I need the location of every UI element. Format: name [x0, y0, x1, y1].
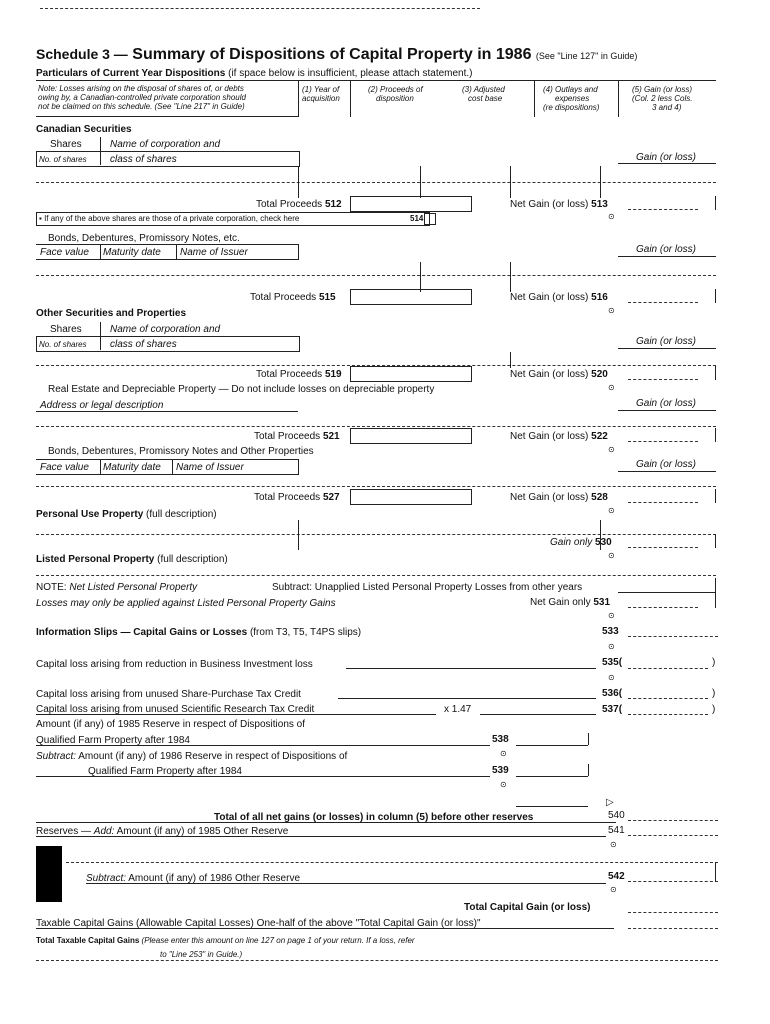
field-540[interactable]	[628, 820, 718, 821]
net-gain-531-label: Net Gain only 531	[530, 597, 611, 608]
code-537: 537(	[602, 704, 623, 715]
srtc-multiplier: x 1.47	[444, 704, 472, 715]
leader-line	[36, 776, 490, 777]
subtract-unapplied-label: Subtract: Unapplied Listed Personal Property Losses from other years	[272, 582, 583, 593]
circle-icon: ⊙	[608, 445, 615, 454]
leader-line	[338, 698, 596, 699]
total-proceeds-521-field[interactable]	[350, 428, 472, 444]
net-gain-516-label: Net Gain (or loss) 516	[510, 292, 608, 303]
close-paren: )	[712, 704, 716, 715]
total-proceeds-512-label: Total Proceeds 512	[256, 199, 342, 210]
name-corp-label: Name of corporation and	[110, 139, 221, 150]
info-slips-label: Information Slips — Capital Gains or Losses (from T3, T5, T4PS slips)	[36, 627, 362, 638]
circle-icon: ⊙	[608, 383, 615, 392]
scan-artifact-line	[40, 8, 480, 9]
black-redaction-block	[36, 846, 62, 902]
gain-loss-label-2: Gain (or loss)	[636, 244, 697, 255]
close-paren: )	[712, 688, 716, 699]
particulars-heading: Particulars of Current Year Dispositions (if space below is insufficient, please attach statement.)	[36, 68, 473, 79]
taxable-label: Taxable Capital Gains (Allowable Capital Losses) One-half of the above "Total Capital Gain (or loss)"	[36, 918, 481, 929]
leader-line	[516, 806, 588, 807]
gain-only-530-field[interactable]	[628, 547, 698, 548]
gain-line	[618, 471, 716, 472]
gain-line	[618, 256, 716, 257]
taxable-field[interactable]	[628, 928, 718, 929]
maturity-label: Maturity date	[103, 462, 161, 473]
losses-note: Losses may only be applied against Listed Personal Property Gains	[36, 598, 336, 609]
col-divider	[100, 459, 101, 475]
net-listed-note: NOTE: Net Listed Personal Property	[36, 582, 198, 593]
leader-line	[36, 745, 490, 746]
total-proceeds-515-field[interactable]	[350, 289, 472, 305]
col-divider	[588, 733, 589, 745]
code-538: 538	[492, 734, 509, 745]
col-divider	[534, 81, 535, 117]
col1-header: (1) Year of acquisition	[302, 85, 340, 103]
issuer-label: Name of Issuer	[176, 462, 244, 473]
col-divider	[510, 262, 511, 292]
gain-loss-label-1: Gain (or loss)	[636, 152, 697, 163]
net-gain-513-field[interactable]	[628, 209, 698, 210]
entry-line[interactable]	[36, 275, 716, 276]
field-536[interactable]	[628, 698, 708, 699]
circle-icon: ⊙	[608, 611, 615, 620]
leader-line	[36, 836, 606, 837]
gain-line	[618, 163, 716, 164]
page-title: Schedule 3 — Summary of Dispositions of Capital Property in 1986 (See "Line 127" in Guide)	[36, 46, 638, 63]
shares-label: Shares	[50, 324, 82, 335]
gain-line	[618, 592, 716, 593]
face-value-label: Face value	[40, 247, 89, 258]
field-542[interactable]	[628, 881, 718, 882]
total-proceeds-521-label: Total Proceeds 521	[254, 431, 340, 442]
total-proceeds-519-field[interactable]	[350, 366, 472, 382]
leader-line	[36, 714, 436, 715]
total-proceeds-519-label: Total Proceeds 519	[256, 369, 342, 380]
net-gain-520-label: Net Gain (or loss) 520	[510, 369, 608, 380]
code-541: 541	[608, 825, 625, 836]
close-paren: )	[712, 657, 716, 668]
reserve85-line2: Qualified Farm Property after 1984	[36, 735, 190, 746]
circle-icon: ⊙	[610, 885, 617, 894]
circle-icon: ⊙	[500, 749, 507, 758]
total-net-label: Total of all net gains (or losses) in column (5) before other reserves	[214, 812, 534, 823]
class-shares-label: class of shares	[110, 339, 177, 350]
gain-loss-label-5: Gain (or loss)	[636, 459, 697, 470]
col-divider	[100, 322, 101, 350]
address-line	[36, 411, 298, 412]
note-line-1: Note: Losses arising on the disposal of shares of, or debts	[38, 84, 244, 93]
reserve86-line2: Qualified Farm Property after 1984	[88, 766, 242, 777]
col-divider	[298, 81, 299, 117]
col-divider	[420, 166, 421, 198]
bil-label: Capital loss arising from reduction in Business Investment loss	[36, 659, 313, 670]
private-corp-label: ▪ If any of the above shares are those of a private corporation, check here	[39, 214, 300, 223]
col-divider	[298, 520, 299, 550]
total-proceeds-527-label: Total Proceeds 527	[254, 492, 340, 503]
entry-line[interactable]	[36, 486, 716, 487]
col-divider	[588, 764, 589, 776]
shares-label: Shares	[50, 139, 82, 150]
col5-header: (5) Gain (or loss) (Col. 2 less Cols. 3 and 4)	[632, 85, 693, 112]
col4-header: (4) Outlays and expenses (re dispositions)	[543, 85, 600, 112]
total-proceeds-527-field[interactable]	[350, 489, 472, 505]
col2-header: (2) Proceeds of disposition	[368, 85, 423, 103]
circle-icon: ⊙	[608, 642, 615, 651]
col-divider	[715, 289, 716, 303]
circle-icon: ⊙	[608, 506, 615, 515]
field-539[interactable]	[516, 776, 588, 777]
no-shares-label: No. of shares	[39, 155, 87, 164]
net-gain-513-label: Net Gain (or loss) 513	[510, 199, 608, 210]
leader-line	[480, 714, 596, 715]
sptc-label: Capital loss arising from unused Share-Purchase Tax Credit	[36, 689, 301, 700]
col-divider	[510, 352, 511, 368]
srtc-label: Capital loss arising from unused Scientific Research Tax Credit	[36, 704, 315, 715]
entry-line[interactable]	[36, 182, 716, 183]
total-taxable-field[interactable]	[36, 960, 718, 961]
col-divider	[100, 137, 101, 165]
net-gain-522-label: Net Gain (or loss) 522	[510, 431, 608, 442]
col-divider	[600, 166, 601, 198]
circle-icon: ⊙	[608, 551, 615, 560]
net-gain-520-field[interactable]	[628, 379, 698, 380]
circle-icon: ⊙	[608, 306, 615, 315]
gain-line	[618, 410, 716, 411]
leader-line	[36, 822, 616, 823]
code-533: 533	[602, 626, 619, 637]
gain-only-530-label: Gain only 530	[550, 537, 612, 548]
issuer-label: Name of Issuer	[180, 247, 248, 258]
entry-line[interactable]	[36, 575, 716, 576]
listed-personal-heading: Listed Personal Property (full description)	[36, 554, 228, 565]
col-divider	[715, 428, 716, 442]
col-divider	[172, 459, 173, 475]
entry-line[interactable]	[66, 862, 718, 863]
code-542: 542	[608, 871, 625, 882]
total-proceeds-512-field[interactable]	[350, 196, 472, 212]
field-537[interactable]	[628, 714, 708, 715]
circle-icon: ⊙	[608, 212, 615, 221]
other-securities-heading: Other Securities and Properties	[36, 308, 187, 319]
col-divider	[618, 81, 619, 117]
col-divider	[350, 81, 351, 117]
field-541[interactable]	[628, 835, 718, 836]
total-proceeds-515-label: Total Proceeds 515	[250, 292, 336, 303]
col-divider	[298, 166, 299, 198]
col-divider	[100, 244, 101, 260]
code-539: 539	[492, 765, 509, 776]
field-533[interactable]	[628, 636, 718, 637]
col-divider	[510, 166, 511, 198]
gain-line	[618, 348, 716, 349]
face-value-label: Face value	[40, 462, 89, 473]
col-divider	[715, 862, 716, 882]
col-divider	[715, 489, 716, 503]
bonds2-heading: Bonds, Debentures, Promissory Notes and Other Properties	[48, 446, 314, 457]
leader-line	[346, 668, 596, 669]
code-540: 540	[608, 810, 625, 821]
private-corp-code: 514	[410, 214, 424, 223]
note-line-2: owing by, a Canadian-controlled private corporation should	[38, 93, 246, 102]
note-box-bottom	[36, 116, 298, 117]
bonds1-heading: Bonds, Debentures, Promissory Notes, etc.	[48, 233, 240, 244]
entry-line[interactable]	[36, 426, 716, 427]
subtract86-label: Subtract: Amount (if any) of 1986 Other Reserve	[86, 873, 301, 884]
col-divider	[176, 244, 177, 260]
leader-line	[36, 928, 614, 929]
canadian-securities-heading: Canadian Securities	[36, 124, 132, 135]
maturity-label: Maturity date	[103, 247, 161, 258]
entry-line[interactable]	[36, 534, 716, 535]
code-535: 535(	[602, 657, 623, 668]
col-divider	[715, 534, 716, 548]
net-gain-528-label: Net Gain (or loss) 528	[510, 492, 608, 503]
note-line-3: not be claimed on this schedule. (See "Line 217" in Guide)	[38, 102, 245, 111]
net-gain-531-field[interactable]	[628, 607, 698, 608]
reserve85-line1: Amount (if any) of 1985 Reserve in respect of Dispositions of	[36, 719, 306, 730]
field-535[interactable]	[628, 668, 708, 669]
net-gain-516-field[interactable]	[628, 302, 698, 303]
circle-icon: ⊙	[500, 780, 507, 789]
col-divider	[420, 262, 421, 292]
col-divider	[715, 578, 716, 608]
circle-icon: ⊙	[610, 840, 617, 849]
field-538[interactable]	[516, 745, 588, 746]
class-shares-label: class of shares	[110, 154, 177, 165]
total-capital-gain-field[interactable]	[628, 912, 718, 913]
total-taxable-label: Total Taxable Capital Gains (Please enter this amount on line 127 on page 1 of your return. If a loss, refer	[36, 936, 415, 945]
gain-loss-label-4: Gain (or loss)	[636, 398, 697, 409]
arrow-icon: ▷	[606, 797, 614, 808]
name-corp-label: Name of corporation and	[110, 324, 221, 335]
col-divider	[715, 366, 716, 380]
private-corp-checkbox[interactable]	[424, 213, 436, 225]
total-capital-gain-label: Total Capital Gain (or loss)	[464, 902, 591, 913]
col3-header: (3) Adjusted cost base	[462, 85, 505, 103]
col-divider	[715, 196, 716, 210]
circle-icon: ⊙	[608, 673, 615, 682]
gain-loss-label-3: Gain (or loss)	[636, 336, 697, 347]
address-label: Address or legal description	[40, 400, 164, 411]
leader-line	[86, 883, 606, 884]
no-shares-label: No. of shares	[39, 340, 87, 349]
total-taxable-note2: to "Line 253" in Guide.)	[160, 950, 243, 959]
net-gain-528-field[interactable]	[628, 502, 698, 503]
real-estate-heading: Real Estate and Depreciable Property — Do not include losses on depreciable property	[48, 384, 435, 395]
net-gain-522-field[interactable]	[628, 441, 698, 442]
personal-use-heading: Personal Use Property (full description)	[36, 509, 217, 520]
reserves-label: Reserves — Add: Amount (if any) of 1985 Other Reserve	[36, 826, 289, 837]
reserve86-line1: Subtract: Amount (if any) of 1986 Reserve in respect of Dispositions of	[36, 751, 348, 762]
code-536: 536(	[602, 688, 623, 699]
